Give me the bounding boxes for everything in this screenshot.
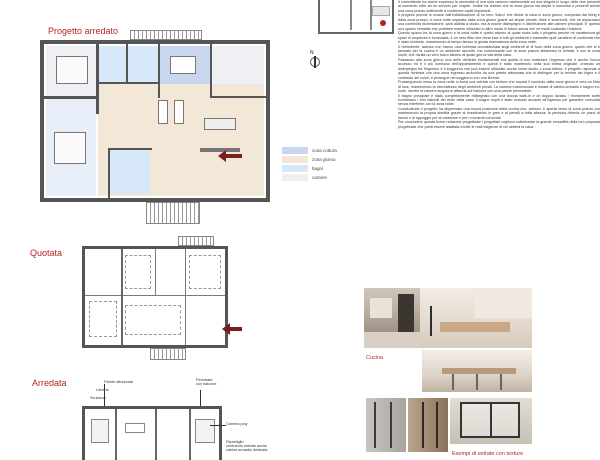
kitchen-photo-3 bbox=[422, 350, 532, 392]
report-paragraph: Il committente ha anche espresso la necessità di una sola camera matrimoniale ed una singola in luogo delle due presenti al momento oltre ad un servizio per l'ospite. Inoltre ha chiesto che la zona giorno sia ampia e luminosa e presenti anche una zona pranzo sufficiente a contenere ospiti importanti. bbox=[398, 0, 600, 13]
kitchen-island-2 bbox=[174, 100, 184, 124]
report-paragraph: Questo spazio tra la zona giorno e la zona notte è quello attorno al quale ruota tutto il progetto perché ne caratterizza gli spazi di ampiezza e luminosità, è un vero filtro che dona luce a tutti gli ambienti e trasmette quel carattere di continuità che è stato richiesto, mantenendo al tempo stesso la giusta riservatezza della zona notte. bbox=[398, 31, 600, 45]
bed-1 bbox=[56, 56, 88, 84]
balcony-quotata-bottom bbox=[150, 348, 186, 360]
bathroom-2 bbox=[128, 46, 158, 82]
small-plan-top bbox=[318, 0, 394, 34]
legend-item bbox=[282, 155, 352, 164]
balcony-bottom bbox=[146, 202, 200, 224]
entrance-arrow-quotata-head bbox=[222, 323, 230, 335]
bathroom-1 bbox=[98, 46, 126, 82]
compass bbox=[306, 50, 324, 72]
caption-vetrate: Esempi di vetrate con texture bbox=[452, 451, 524, 457]
annotation-ripostiglio: Ripostiglio centrando entrata anche cabina armadio dedicata bbox=[226, 440, 268, 453]
glass-partition-photo-1 bbox=[366, 398, 406, 452]
report-paragraph: Il richiedente, adesso non hanno una richiesta circostanziata sugli ambienti al di fuori della zona giorno, quello che si è pensato per la cucina è un ambiente raccolto, ma comunicante con la zona pranzo attraverso la vetrata, e con la zona ospiti, che risulta un vero fulcro attorno al quale gira la vita della casa. bbox=[398, 44, 600, 58]
section-title-arredata: Arredata bbox=[32, 378, 67, 388]
report-paragraph: Passando alla zona giorno una delle richieste fondamentali era quella di non snaturare l'ingresso che è anche l'unico accesso ed è il più luminoso dell'appartamento e quindi è stato mantenuto nella sua forma originale, creando un disimpegno tra l'ingresso e il soggiorno che può essere utilizzato anche come studio o zona lettura. Il progetto risponde a questa richiesta con una zona ingresso arricchita da una parete attrezzata che si distingue per la texture del legno e il contrasto dei colori, e prosegue nel soggiorno con una libreria. bbox=[398, 57, 600, 80]
legend-swatch bbox=[282, 156, 308, 163]
report-paragraph: Il progetto prende le mosse dall'individuazione di un vero 'fulcro' che divide la casa in zona giorno, composta dal living e dalla zona pranzo, e zona notte separata dalla zona giorno grazie ad ampie vetrate, fisse e scorrevoli, che ne assicurano una continuità illuminazione, sarà adibita a studio, ma al anche disimpegno e distribuzione alle camere principali. E' questo uno spazio versatile che potrebbe essere utilizzato in altro modo in futuro senza che ne risulti snaturato l'insieme. bbox=[398, 13, 600, 31]
legend-label: zona cottura bbox=[312, 148, 337, 153]
legend bbox=[282, 146, 352, 182]
furnished-floor-plan-2 bbox=[82, 406, 222, 460]
report-paragraph: Prosseguendo verso la zona notte si trova una vetrata con texture che separa il corridoio dalla zona giorno e crea un filtro di luce, mantenendo la riservatezza degli ambienti privati. La camera matrimoniale è dotata di cabina armadio e bagno en-suite, mentre la camera singola si affaccia sul balcone con una parete permeabile. bbox=[398, 80, 600, 94]
legend-item bbox=[282, 164, 352, 173]
compass-needle-icon bbox=[314, 56, 316, 68]
dining-table bbox=[170, 56, 196, 74]
bathroom-3 bbox=[110, 150, 150, 194]
glass-partition-photo-2 bbox=[408, 398, 448, 452]
balcony-top bbox=[130, 30, 202, 40]
annotation-libreria: Libreria bbox=[96, 388, 109, 392]
glass-partition-photo-3 bbox=[450, 398, 532, 444]
annotation-permeate: Permeate con balcone bbox=[196, 378, 217, 387]
entrance-arrow-quotata bbox=[228, 327, 242, 331]
legend-swatch bbox=[282, 165, 308, 172]
report-paragraph: Il bagno principale è stato completamente ridisegnato con una doccia walk-in e un doppio lavabo, i rivestimenti scelti richiamano i toni naturali del resto della casa. Il bagno ospiti è stato ricavato accanto all'ingresso per garantire comodità senza interferire con la zona notte. bbox=[398, 93, 600, 107]
legend-label: bagni bbox=[312, 166, 324, 171]
legend-item bbox=[282, 173, 352, 182]
bed-2 bbox=[54, 132, 86, 164]
entrance-arrow-head bbox=[218, 150, 226, 162]
legend-swatch bbox=[282, 147, 308, 154]
report-paragraph: Concludendo il progetto ha dispensato una nuova posizione della cucina che, adesso, è aperta verso la zona pranzo pur mantenendo la propria identità grazie al rivestimento in gres e ai pensili a tutta altezza; la penisola diventa un piano di lavoro e di appoggio per la colazione e per i momenti conviviali. bbox=[398, 106, 600, 120]
dimensioned-floor-plan bbox=[82, 246, 228, 348]
annotation-scrivania: Scrivania bbox=[90, 396, 106, 400]
annotation-parete-attrezzata: Parete attrezzata bbox=[104, 380, 133, 384]
legend-item bbox=[282, 146, 352, 155]
sofa bbox=[204, 118, 236, 130]
report-paragraph: Per concludere questa breve relazione progettuale i progettisti vogliono sottolineare la grande versatilità della loro proposta progettuale che potrà essere adattata a tutte le reali esigenze di chi abiterà la casa. bbox=[398, 120, 600, 129]
annotation-camera-poly: Camera poly bbox=[226, 422, 248, 426]
legend-swatch bbox=[282, 174, 308, 181]
project-report-text bbox=[398, 0, 600, 129]
compass-label: N bbox=[310, 50, 314, 56]
kitchen-photo-2 bbox=[420, 288, 532, 348]
kitchen-photo-1 bbox=[364, 288, 420, 348]
balcony-quotata-top bbox=[178, 236, 214, 246]
legend-label: zona giorno bbox=[312, 157, 336, 162]
caption-cucina: Cucina bbox=[366, 355, 384, 361]
section-title-arredato: Progetto arredato bbox=[48, 26, 119, 36]
furnished-floor-plan bbox=[40, 40, 270, 202]
section-title-quotata: Quotata bbox=[30, 248, 63, 258]
legend-label: camere bbox=[312, 175, 328, 180]
kitchen-island bbox=[158, 100, 168, 124]
